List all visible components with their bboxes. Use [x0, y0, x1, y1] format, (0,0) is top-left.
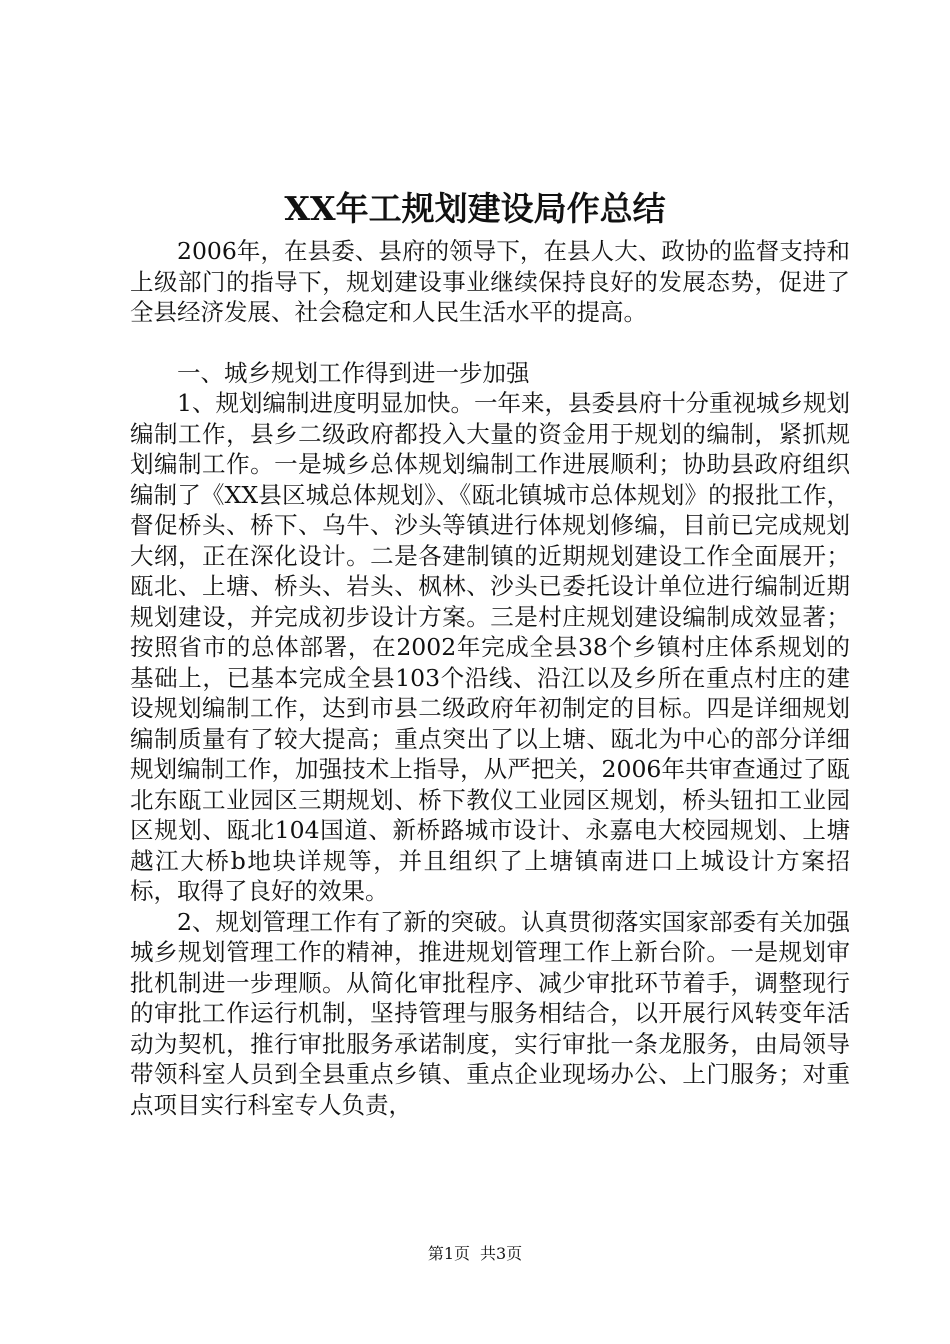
page-footer [0, 1243, 950, 1265]
section-heading: 一、城乡规划工作得到进一步加强 [177, 358, 530, 387]
intro-paragraph: 2006年，在县委、县府的领导下，在县人大、政协的监督支持和上级部门的指导下，规划建设事业继续保持良好的发展态势，促进了全县经济发展、社会稳定和人民生活水平的提高。 [130, 237, 850, 326]
document-title: XX年工规划建设局作总结 [284, 189, 666, 228]
page-total: 共3页 [480, 1244, 523, 1263]
page-number: 第1页 [427, 1244, 470, 1263]
paragraph-item-1: 1、规划编制进度明显加快。一年来，县委县府十分重视城乡规划编制工作，县乡二级政府都投入大量的资金用于规划的编制，紧抓规划编制工作。一是城乡总体规划编制工作进展顺利；协助县政府组织编制了《XX县区城总体规划》、《瓯北镇城市总体规划》的报批工作，督促桥头、桥下、乌牛、沙头等镇进行体规划修编，目前已完成规划大纲，正在深化设计。二是各建制镇的近期规划建设工作全面展开；瓯北、上塘、桥头、岩头、枫林、沙头已委托设计单位进行编制近期规划建设，并完成初步设计方案。三是村庄规划建设编制成效显著；按照省市的总体部署，在2002年完成全县38个乡镇村庄体系规划的基础上，已基本完成全县103个沿线、沿江以及乡所在重点村庄的建设规划编制工作，达到市县二级政府年初制定的目标。四是详细规划编制质量有了较大提高；重点突出了以上塘、瓯北为中心的部分详细规划编制工作，加强技术上指导，从严把关，2006年共审查通过了瓯北东瓯工业园区三期规划、桥下教仪工业园区规划，桥头钮扣工业园区规划、瓯北104国道、新桥路城市设计、永嘉电大校园规划、上塘越江大桥b地块详规等，并且组织了上塘镇南进口上城设计方案招标，取得了良好的效果。 [130, 389, 850, 905]
document-body [130, 236, 850, 1120]
paragraph-item-2: 2、规划管理工作有了新的突破。认真贯彻落实国家部委有关加强城乡规划管理工作的精神，推进规划管理工作上新台阶。一是规划审批机制进一步理顺。从简化审批程序、减少审批环节着手，调整现行的审批工作运行机制，坚持管理与服务相结合，以开展行风转变年活动为契机，推行审批服务承诺制度，实行审批一条龙服务，由局领导带领科室人员到全县重点乡镇、重点企业现场办公、上门服务；对重点项目实行科室专人负责， [130, 907, 850, 1119]
